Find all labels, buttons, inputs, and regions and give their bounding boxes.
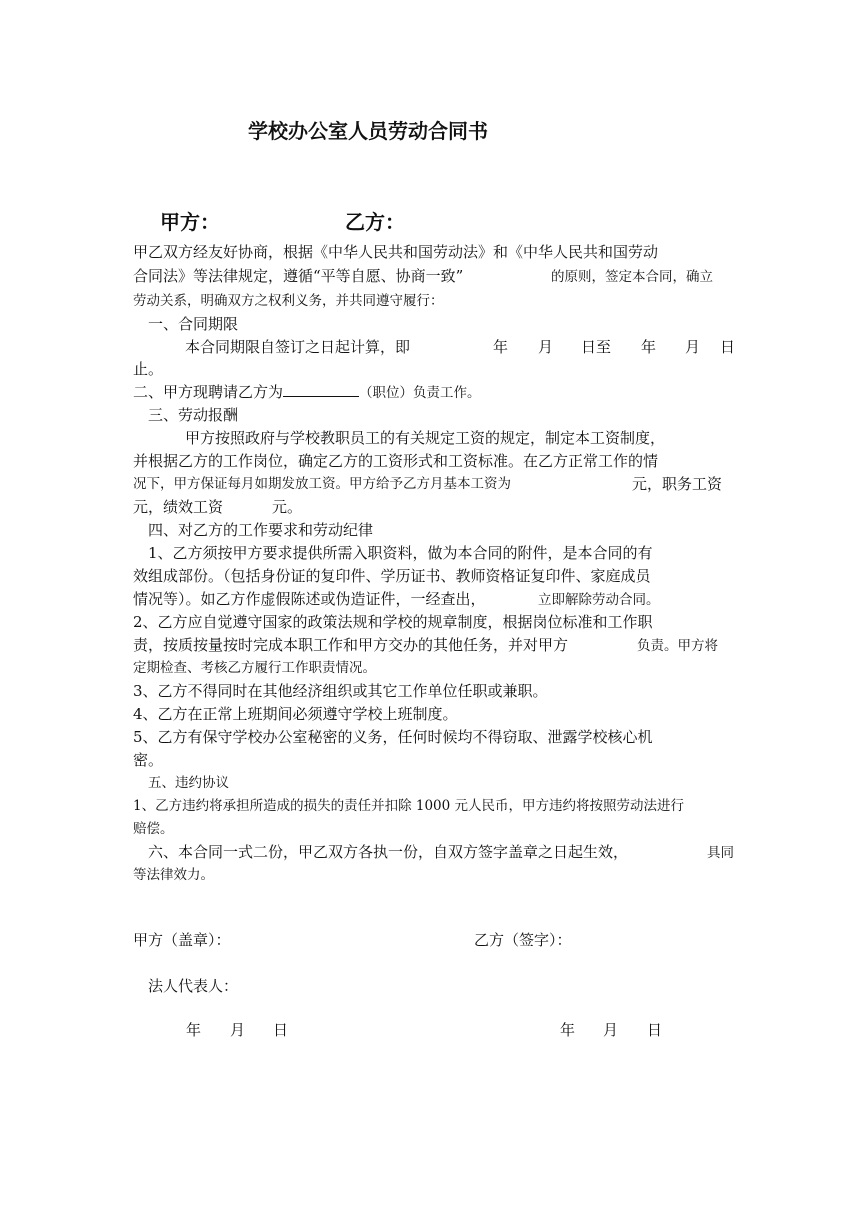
party-a-seal-label: 甲方（盖章）：	[133, 931, 231, 949]
s1-month-2: 月	[685, 338, 701, 356]
intro-line-3: 劳动关系，明确双方之权利义务，并共同遵守履行：	[133, 293, 444, 309]
section-2-text: 二、甲方现聘请乙方为	[133, 383, 284, 401]
section-3-line-2: 并根据乙方的工作岗位，确定乙方的工资形式和工资标准。在乙方正常工作的情	[133, 452, 659, 470]
party-a-year: 年	[186, 1021, 202, 1039]
section-6-line-1: 六、本合同一式二份，甲乙双方各执一份，自双方签字盖章之日起生效，	[148, 843, 629, 861]
section-1-heading: 一、合同期限	[148, 315, 239, 333]
intro-line-1: 甲乙双方经友好协商，根据《中华人民共和国劳动法》和《中华人民共和国劳动	[133, 243, 659, 261]
position-blank	[283, 382, 359, 397]
party-a-month: 月	[230, 1021, 246, 1039]
s1-year-2: 年	[641, 338, 657, 356]
party-b-day: 日	[647, 1021, 663, 1039]
section-6-line-2: 等法律效力。	[133, 867, 214, 883]
section-6-line-1-end: 具同	[707, 845, 734, 861]
section-3-line-3-end: 元，职务工资	[632, 475, 723, 493]
item-5-line-2: 密。	[133, 751, 164, 769]
item-1-line-1: 1、乙方须按甲方要求提供所需入职资料，做为本合同的附件，是本合同的有	[148, 544, 653, 562]
item-2-line-2: 责，按质按量按时完成本职工作和甲方交办的其他任务，并对甲方	[133, 636, 569, 654]
intro-line-2: 合同法》等法律规定，遵循“平等自愿、协商一致”	[133, 267, 464, 285]
section-1-end: 止。	[133, 360, 164, 378]
s1-month-1: 月	[538, 338, 554, 356]
section-3-line-1: 甲方按照政府与学校教职员工的有关规定工资的规定，制定本工资制度，	[185, 429, 666, 447]
legal-representative-label: 法人代表人：	[148, 977, 239, 995]
s1-year-1: 年	[493, 338, 509, 356]
intro-line-2-end: 的原则，签定本合同，确立	[551, 269, 713, 285]
party-b-label: 乙方：	[345, 210, 405, 234]
section-5-line-2: 赔偿。	[133, 821, 174, 837]
section-3-line-4-end: 元。	[272, 498, 303, 516]
party-b-signature-label: 乙方（签字）：	[474, 931, 572, 949]
party-b-month: 月	[603, 1021, 619, 1039]
section-5-heading: 五、违约协议	[148, 775, 229, 791]
item-1-line-3: 情况等）。如乙方作虚假陈述或伪造证件，一经查出，	[133, 590, 486, 608]
s1-day-to: 日至	[581, 338, 612, 356]
item-4: 4、乙方在正常上班期间必须遵守学校上班制度。	[133, 705, 458, 723]
item-1-line-2: 效组成部份。（包括身份证的复印件、学历证书、教师资格证复印件、家庭成员	[133, 567, 651, 585]
section-3-line-3: 况下，甲方保证每月如期发放工资。甲方给予乙方月基本工资为	[133, 476, 511, 492]
section-4-heading: 四、对乙方的工作要求和劳动纪律	[148, 521, 374, 539]
section-3-line-4: 元，绩效工资	[133, 498, 224, 516]
item-1-line-3-end: 立即解除劳动合同。	[538, 592, 660, 608]
item-3: 3、乙方不得同时在其他经济组织或其它工作单位任职或兼职。	[133, 682, 548, 700]
section-1-body: 本合同期限自签订之日起计算，即	[185, 338, 411, 356]
section-3-heading: 三、劳动报酬	[148, 406, 239, 424]
item-2-line-3: 定期检查、考核乙方履行工作职责情况。	[133, 660, 376, 676]
party-a-day: 日	[273, 1021, 289, 1039]
party-a-label: 甲方：	[160, 210, 220, 234]
item-5-line-1: 5、乙方有保守学校办公室秘密的义务，任何时候均不得窃取、泄露学校核心机	[133, 728, 653, 746]
section-2-suffix: （职位）负责工作。	[359, 385, 481, 401]
section-5-line-1: 1、乙方违约将承担所造成的损失的责任并扣除 1000 元人民币，甲方违约将按照劳动法进行	[133, 798, 685, 814]
item-2-line-1: 2、乙方应自觉遵守国家的政策法规和学校的规章制度，根据岗位标准和工作职	[133, 613, 653, 631]
document-title: 学校办公室人员劳动合同书	[248, 119, 488, 143]
item-2-line-2-end: 负责。甲方将	[637, 638, 718, 654]
s1-day-2: 日	[720, 338, 736, 356]
party-b-year: 年	[560, 1021, 576, 1039]
